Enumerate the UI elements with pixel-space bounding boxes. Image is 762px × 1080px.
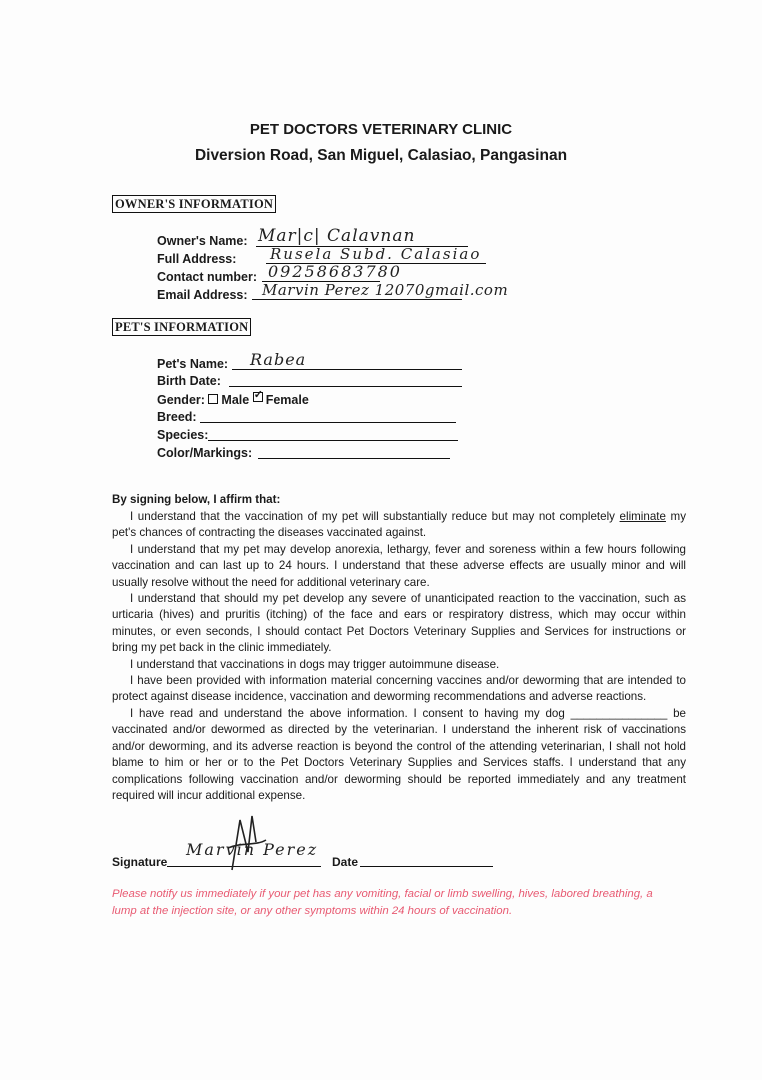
full-address-value[interactable]: Rusela Subd. Calasiao bbox=[270, 245, 482, 263]
female-checkbox[interactable] bbox=[253, 392, 263, 402]
signature-value[interactable]: Marvin Perez bbox=[186, 840, 319, 859]
owner-name-label: Owner's Name: bbox=[157, 234, 248, 248]
male-label: Male bbox=[221, 393, 250, 407]
species-label: Species: bbox=[157, 428, 209, 442]
affirmation-paragraph-3: I understand that should my pet develop any severe of unanticipated reaction to the vaccination, such as urticaria (hives) and pruritis (itching) of the face and ears or respiratory distress, which may occur within minutes, or even seconds, I should contact Pet Doctors Veterinary Supplies and Services for instructions or bring my pet back in the clinic immediately. bbox=[112, 592, 686, 655]
affirmation-paragraph-4: I understand that vaccinations in dogs may trigger autoimmune disease. bbox=[130, 657, 500, 671]
gender-row bbox=[157, 392, 309, 407]
clinic-name: PET DOCTORS VETERINARY CLINIC bbox=[249, 121, 513, 138]
affirmation-paragraph-1: I understand that the vaccination of my pet will substantially reduce but may not completely eliminate my pet's chances of contracting the diseases vaccinated against. bbox=[112, 510, 686, 540]
breed-line[interactable] bbox=[200, 422, 456, 423]
birth-date-label: Birth Date: bbox=[157, 374, 221, 388]
female-label: Female bbox=[265, 393, 309, 407]
full-address-label: Full Address: bbox=[157, 252, 237, 266]
email-value[interactable]: Marvin Perez 12070gmail.com bbox=[262, 281, 509, 299]
color-markings-line[interactable] bbox=[258, 458, 450, 459]
affirmation-paragraph-6: I have read and understand the above information. I consent to having my dog _______________ be vaccinated and/or dewormed as directed by the veterinarian. I understand the inherent risk of vaccinations and/or deworming, and its adverse reaction is beyond the control of the attending veterinarian, I shall not hold blame to him or her or to the Pet Doctors Veterinary Supplies and Services staffs. I understand that any complications following vaccination and/or deworming should be reported immediately and any treatment required will incur additional expense. bbox=[112, 706, 686, 802]
affirmation-body bbox=[112, 509, 686, 804]
contact-number-value[interactable]: 09258683780 bbox=[268, 262, 402, 281]
signature-label: Signature bbox=[112, 855, 168, 869]
gender-label: Gender: bbox=[157, 393, 205, 407]
affirmation-paragraph-2: I understand that my pet may develop anorexia, lethargy, fever and soreness within a few hours following vaccination and can last up to 24 hours. I understand that these adverse effects are usually minor and will usually resolve without the need for additional veterinary care. bbox=[112, 542, 686, 589]
pet-section-title: PET'S INFORMATION bbox=[112, 318, 251, 336]
pet-name-label: Pet's Name: bbox=[157, 357, 229, 371]
email-label: Email Address: bbox=[157, 288, 248, 302]
color-markings-label: Color/Markings: bbox=[157, 446, 253, 460]
date-label: Date bbox=[332, 855, 359, 869]
contact-number-label: Contact number: bbox=[157, 270, 257, 284]
owner-section-title: OWNER'S INFORMATION bbox=[112, 195, 276, 213]
date-line[interactable] bbox=[360, 866, 493, 867]
affirmation-heading: By signing below, I affirm that: bbox=[112, 493, 281, 506]
species-line[interactable] bbox=[208, 440, 458, 441]
breed-label: Breed: bbox=[157, 410, 197, 424]
pet-name-line bbox=[232, 369, 462, 370]
owner-name-value[interactable]: Mar|c| Calavnan bbox=[258, 226, 416, 246]
clinic-address: Diversion Road, San Miguel, Calasiao, Pangasinan bbox=[194, 147, 568, 164]
signature-scribble bbox=[222, 812, 270, 874]
pet-name-value[interactable]: Rabea bbox=[250, 350, 307, 369]
email-line bbox=[252, 299, 462, 300]
male-checkbox[interactable] bbox=[208, 394, 218, 404]
birth-date-line[interactable] bbox=[229, 386, 462, 387]
vaccination-notice: Please notify us immediately if your pet has any vomiting, facial or limb swelling, hives, labored breathing, a lump at the injection site, or any other symptoms within 24 hours of vaccination. bbox=[112, 888, 653, 917]
affirmation-paragraph-5: I have been provided with information material concerning vaccines and/or deworming that are intended to protect against disease incidence, vaccination and deworming recommendations and adverse reactions. bbox=[112, 674, 686, 704]
